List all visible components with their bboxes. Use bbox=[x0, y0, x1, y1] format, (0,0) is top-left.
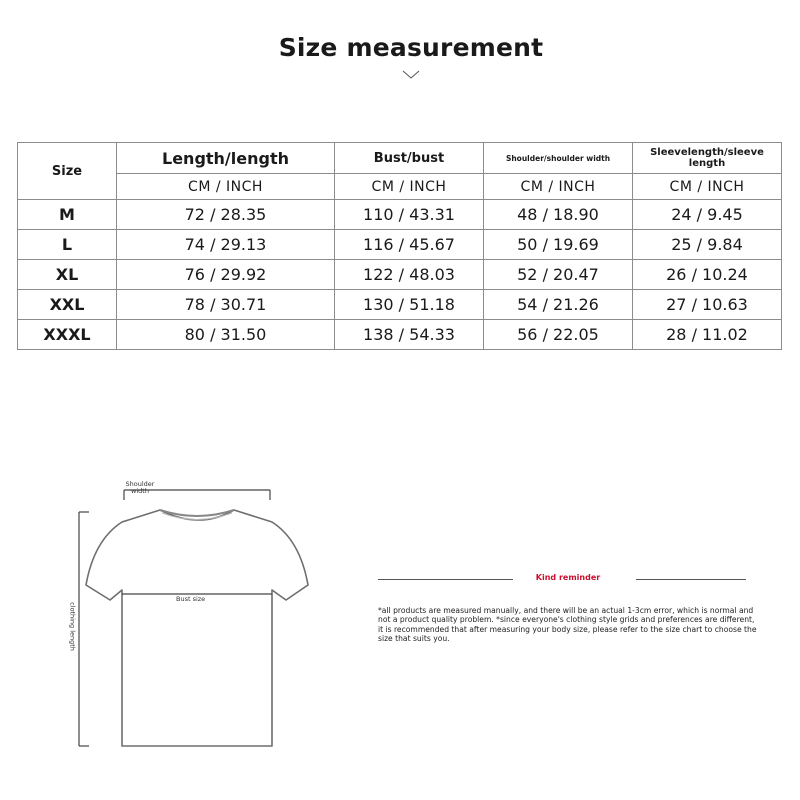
shoulder-cell: 48 / 18.90 bbox=[484, 200, 633, 230]
reminder-text: *all products are measured manually, and there will be an actual 1-3cm error, which is normal and not a product quality problem. *since everyone's clothing style grids and preferences are different, it is recommended that after measuring your body size, please refer to the size chart to choose the size that suits you. bbox=[378, 606, 757, 644]
bust-header: Bust/bust bbox=[335, 143, 484, 174]
bust-size-label: Bust size bbox=[176, 595, 206, 603]
sleeve-header: Sleevelength/sleeve length bbox=[633, 143, 782, 174]
shoulder-cell: 54 / 21.26 bbox=[484, 290, 633, 320]
table-row bbox=[18, 260, 782, 290]
chevron-down-icon bbox=[402, 70, 420, 79]
table-row bbox=[18, 200, 782, 230]
length-measure-line bbox=[79, 512, 89, 746]
bust-cell: 116 / 45.67 bbox=[335, 230, 484, 260]
page-title: Size measurement bbox=[278, 33, 544, 62]
sleeve-cell: 24 / 9.45 bbox=[633, 200, 782, 230]
unit-cell: CM / INCH bbox=[335, 174, 484, 200]
bust-cell: 130 / 51.18 bbox=[335, 290, 484, 320]
size-cell: XXXL bbox=[18, 320, 117, 350]
length-cell: 78 / 30.71 bbox=[117, 290, 335, 320]
reminder-header bbox=[378, 571, 758, 589]
clothing-length-label: clothing length bbox=[68, 602, 77, 651]
header-row bbox=[18, 143, 782, 174]
bust-cell: 122 / 48.03 bbox=[335, 260, 484, 290]
size-cell: XXL bbox=[18, 290, 117, 320]
shoulder-cell: 52 / 20.47 bbox=[484, 260, 633, 290]
length-header: Length/length bbox=[117, 143, 335, 174]
shoulder-header: Shoulder/shoulder width bbox=[484, 143, 633, 174]
unit-cell: CM / INCH bbox=[633, 174, 782, 200]
sleeve-cell: 27 / 10.63 bbox=[633, 290, 782, 320]
bust-cell: 110 / 43.31 bbox=[335, 200, 484, 230]
size-cell: L bbox=[18, 230, 117, 260]
shoulder-cell: 56 / 22.05 bbox=[484, 320, 633, 350]
sleeve-cell: 28 / 11.02 bbox=[633, 320, 782, 350]
shoulder-cell: 50 / 19.69 bbox=[484, 230, 633, 260]
length-cell: 76 / 29.92 bbox=[117, 260, 335, 290]
reminder-title: Kind reminder bbox=[535, 573, 601, 582]
length-cell: 72 / 28.35 bbox=[117, 200, 335, 230]
table-row bbox=[18, 230, 782, 260]
bust-cell: 138 / 54.33 bbox=[335, 320, 484, 350]
sleeve-cell: 26 / 10.24 bbox=[633, 260, 782, 290]
shoulder-width-label: Shoulder width bbox=[125, 480, 155, 495]
length-cell: 74 / 29.13 bbox=[117, 230, 335, 260]
size-header: Size bbox=[18, 143, 117, 200]
length-cell: 80 / 31.50 bbox=[117, 320, 335, 350]
unit-cell: CM / INCH bbox=[117, 174, 335, 200]
size-cell: XL bbox=[18, 260, 117, 290]
unit-cell: CM / INCH bbox=[484, 174, 633, 200]
tshirt-diagram bbox=[0, 470, 340, 770]
kind-reminder bbox=[378, 571, 758, 644]
size-table bbox=[17, 142, 782, 350]
sleeve-cell: 25 / 9.84 bbox=[633, 230, 782, 260]
table-row bbox=[18, 320, 782, 350]
size-cell: M bbox=[18, 200, 117, 230]
table-row bbox=[18, 290, 782, 320]
unit-row bbox=[18, 174, 782, 200]
tshirt-outline bbox=[86, 510, 308, 746]
